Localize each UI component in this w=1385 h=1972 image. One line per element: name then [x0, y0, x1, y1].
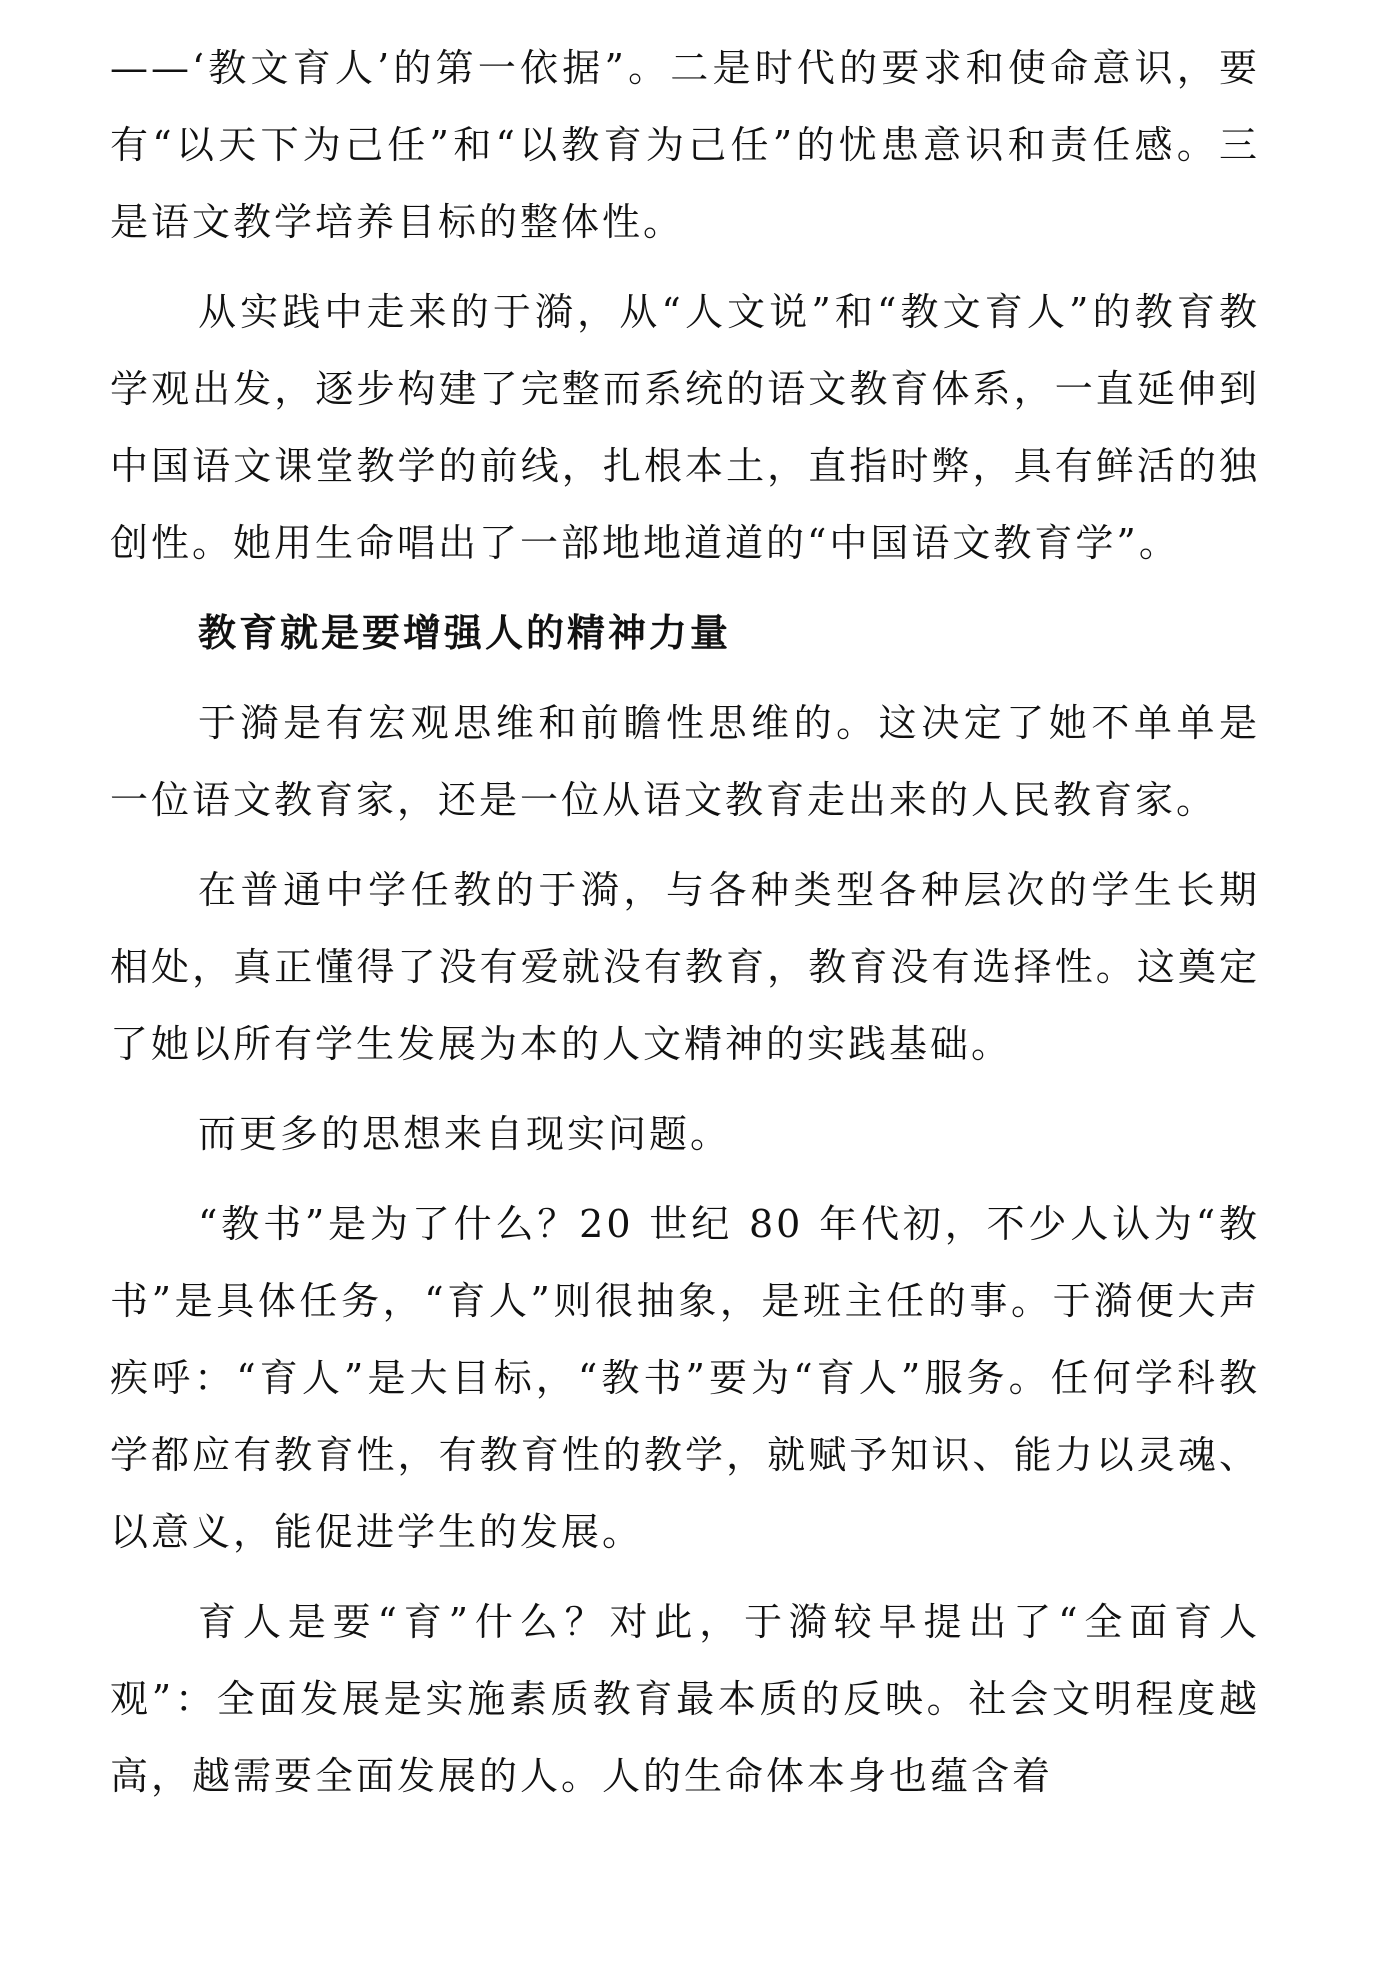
paragraph-macro-thinking: 于漪是有宏观思维和前瞻性思维的。这决定了她不单单是一位语文教育家，还是一位从语文教育走出来的人民教育家。 [110, 701, 1260, 822]
paragraph-ordinary-school: 在普通中学任教的于漪，与各种类型各种层次的学生长期相处，真正懂得了没有爱就没有教育，教育没有选择性。这奠定了她以所有学生发展为本的人文精神的实践基础。 [110, 868, 1260, 1066]
paragraph-practice-system: 从实践中走来的于漪，从“人文说”和“教文育人”的教育教学观出发，逐步构建了完整而系统的语文教育体系，一直延伸到中国语文课堂教学的前线，扎根本土，直指时弊，具有鲜活的独创性。她用生命唱出了一部地地道道的“中国语文教育学”。 [110, 290, 1260, 565]
document-page [110, 30, 1260, 1828]
paragraph-holistic-education: 育人是要“育”什么？对此，于漪较早提出了“全面育人观”：全面发展是实施素质教育最本质的反映。社会文明程度越高，越需要全面发展的人。人的生命体本身也蕴含着 [110, 1600, 1260, 1798]
paragraph-real-problems: 而更多的思想来自现实问题。 [198, 1112, 732, 1156]
section-heading: 教育就是要增强人的精神力量 [198, 611, 732, 655]
paragraph-continuation: ——‘教文育人’的第一依据”。二是时代的要求和使命意识，要有“以天下为己任”和“以教育为己任”的忧患意识和责任感。三是语文教学培养目标的整体性。 [110, 46, 1260, 244]
paragraph-teaching-purpose: “教书”是为了什么？20 世纪 80 年代初，不少人认为“教书”是具体任务，“育人”则很抽象，是班主任的事。于漪便大声疾呼：“育人”是大目标，“教书”要为“育人”服务。任何学科教学都应有教育性，有教育性的教学，就赋予知识、能力以灵魂、以意义，能促进学生的发展。 [110, 1202, 1260, 1554]
